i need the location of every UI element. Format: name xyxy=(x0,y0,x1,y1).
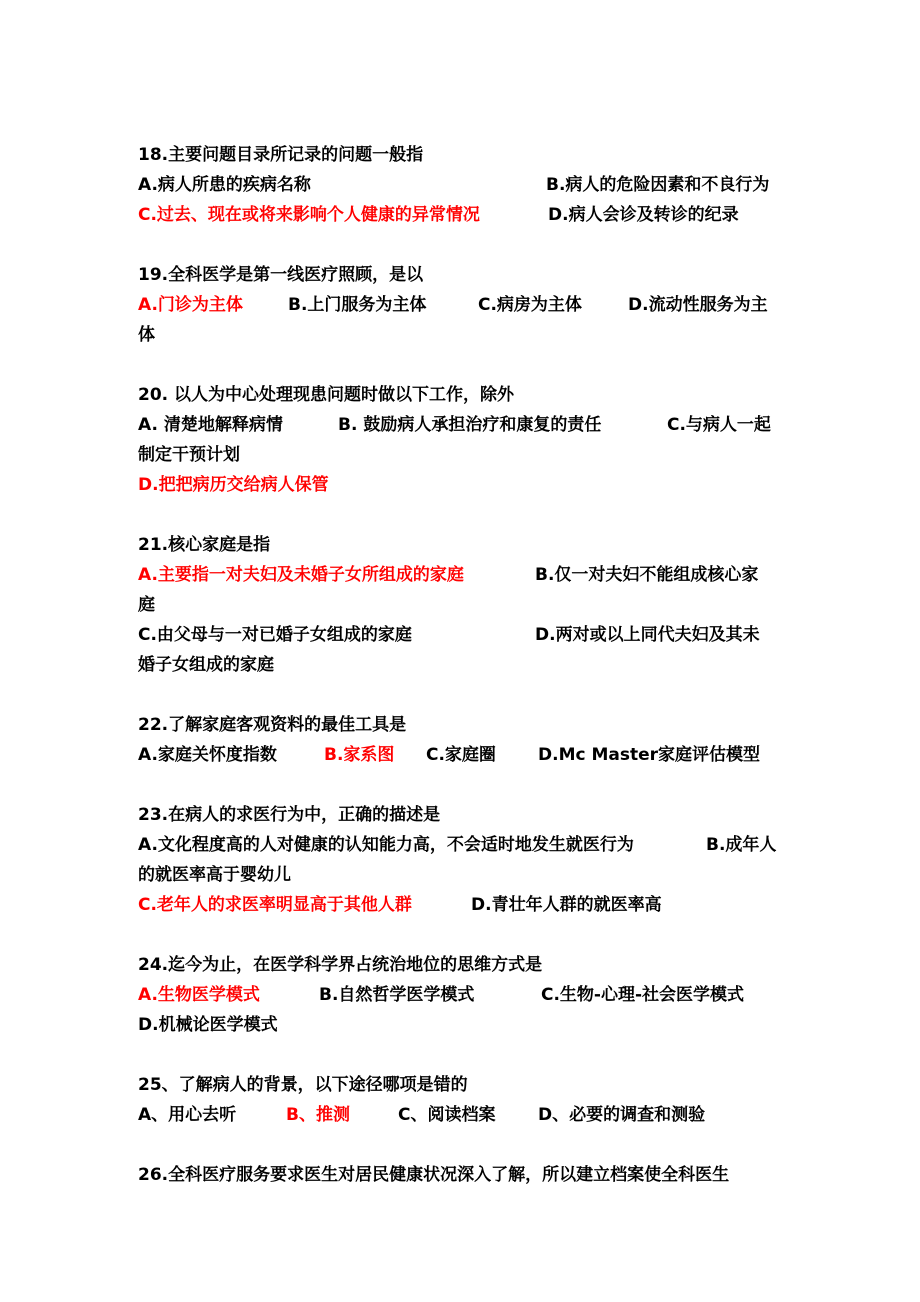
option-a: A.病人所患的疾病名称 xyxy=(138,175,311,195)
option-a: A.家庭关怀度指数 xyxy=(138,745,277,765)
option-d: D、必要的调查和测验 xyxy=(538,1105,706,1125)
option-d: D.流动性服务为主 xyxy=(628,295,768,315)
option-c: C、阅读档案 xyxy=(398,1105,496,1125)
option-c: C.与病人一起 xyxy=(667,415,771,435)
option-b: B. 鼓励病人承担治疗和康复的责任 xyxy=(338,415,602,435)
option-c: C.由父母与一对已婚子女组成的家庭 xyxy=(138,625,412,645)
option-b: B.仅一对夫妇不能组成核心家 xyxy=(535,565,759,585)
option-d: D.青壮年人群的就医率高 xyxy=(471,895,662,915)
option-c: C.病房为主体 xyxy=(478,295,582,315)
option-b-correct-answer: B、推测 xyxy=(286,1105,350,1125)
option-c-correct-answer: C.过去、现在或将来影响个人健康的异常情况 xyxy=(138,205,480,225)
option-b: B.成年人 xyxy=(706,835,777,855)
option-b: B.自然哲学医学模式 xyxy=(319,985,475,1005)
option-a-correct-answer: A.主要指一对夫妇及未婚子女所组成的家庭 xyxy=(138,565,464,585)
option-d-continued: 体 xyxy=(138,325,155,345)
option-d: D.病人会诊及转诊的纪录 xyxy=(548,205,739,225)
option-a-correct-answer: A.门诊为主体 xyxy=(138,295,243,315)
question-stem: 19.全科医学是第一线医疗照顾，是以 xyxy=(138,265,424,285)
question-stem: 24.迄今为止，在医学科学界占统治地位的思维方式是 xyxy=(138,955,543,975)
option-b-continued: 庭 xyxy=(138,595,155,615)
option-d: D.两对或以上同代夫妇及其未 xyxy=(535,625,760,645)
option-a: A. 清楚地解释病情 xyxy=(138,415,283,435)
option-b-correct-answer: B.家系图 xyxy=(324,745,395,765)
question-stem: 23.在病人的求医行为中，正确的描述是 xyxy=(138,805,441,825)
option-d-correct-answer: D.把把病历交给病人保管 xyxy=(138,475,329,495)
option-a-correct-answer: A.生物医学模式 xyxy=(138,985,260,1005)
option-d: D.Mc Master家庭评估模型 xyxy=(538,745,761,765)
option-d-continued: 婚子女组成的家庭 xyxy=(138,655,274,675)
question-stem: 22.了解家庭客观资料的最佳工具是 xyxy=(138,715,407,735)
question-stem: 26.全科医疗服务要求医生对居民健康状况深入了解，所以建立档案使全科医生 xyxy=(138,1165,730,1185)
option-c-correct-answer: C.老年人的求医率明显高于其他人群 xyxy=(138,895,412,915)
option-a: A.文化程度高的人对健康的认知能力高，不会适时地发生就医行为 xyxy=(138,835,634,855)
question-stem: 20. 以人为中心处理现患问题时做以下工作，除外 xyxy=(138,385,515,405)
option-c-continued: 制定干预计划 xyxy=(138,445,240,465)
option-b: B.病人的危险因素和不良行为 xyxy=(546,175,770,195)
question-stem: 21.核心家庭是指 xyxy=(138,535,271,555)
option-b-continued: 的就医率高于婴幼儿 xyxy=(138,865,291,885)
question-stem: 18.主要问题目录所记录的问题一般指 xyxy=(138,145,424,165)
option-c: C.生物-心理-社会医学模式 xyxy=(541,985,745,1005)
option-b: B.上门服务为主体 xyxy=(288,295,427,315)
question-stem: 25、了解病人的背景，以下途径哪项是错的 xyxy=(138,1075,468,1095)
option-a: A、用心去听 xyxy=(138,1105,237,1125)
option-d: D.机械论医学模式 xyxy=(138,1015,278,1035)
option-c: C.家庭圈 xyxy=(426,745,496,765)
